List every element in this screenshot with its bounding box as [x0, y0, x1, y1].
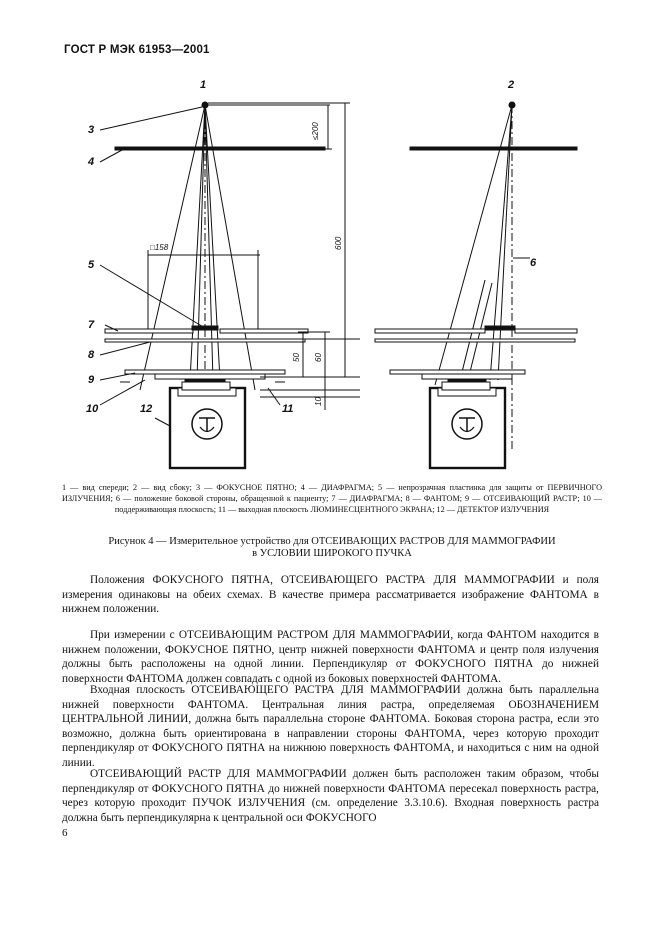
label-11: 11 [282, 403, 294, 415]
caption-line-2: в УСЛОВИИ ШИРОКОГО ПУЧКА [252, 548, 412, 559]
paragraph-2 [62, 628, 599, 686]
dim-200: ≤200 [311, 122, 320, 140]
paragraph-3 [62, 683, 599, 770]
label-7: 7 [88, 319, 95, 331]
page-number: 6 [62, 827, 68, 839]
label-12: 12 [140, 403, 153, 415]
dim-600: 600 [334, 236, 343, 250]
document-header: ГОСТ Р МЭК 61953—2001 [64, 44, 210, 56]
label-1: 1 [200, 79, 207, 91]
paragraph-4 [62, 767, 599, 825]
label-4: 4 [88, 156, 95, 168]
label-5: 5 [88, 259, 95, 271]
dim-60: 60 [314, 353, 323, 362]
label-10: 10 [86, 403, 99, 415]
dim-50: 50 [292, 353, 301, 362]
side-view [375, 102, 577, 468]
caption-line-1: Рисунок 4 — Измерительное устройство для ОТСЕИВАЮЩИХ РАСТРОВ ДЛЯ МАММОГРАФИИ [108, 536, 556, 547]
figure-caption [62, 536, 602, 560]
paragraph-text: Положения ФОКУСНОГО ПЯТНА, ОТСЕИВАЮЩЕГО РАСТРА ДЛЯ МАММОГРАФИИ и поля измерения одинаковы на обеих схемах. В качестве примера рассматривается изображение ФАНТОМА в нижнем положении. [62, 574, 599, 615]
figure-legend: 1 — вид спереди; 2 — вид сбоку; 3 — ФОКУСНОЕ ПЯТНО; 4 — ДИАФРАГМА; 5 — непрозрачная пластинка для защиты от ПЕРВИЧНОГО ИЗЛУЧЕНИЯ; 6 — положение боковой стороны, обращенной к пациенту; 7 — ДИАФРАГМА; 8 — ФАНТОМ; 9 — ОТСЕИВАЮЩИЙ РАСТР; 10 — поддерживающая плоскость; 11 — выходная плоскость ЛЮМИНЕСЦЕНТНОГО ЭКРАНА; 12 — ДЕТЕКТОР ИЗЛУЧЕНИЯ [62, 483, 602, 514]
measurement-setup-figure [60, 70, 620, 470]
dim-10: 10 [314, 397, 323, 406]
paragraph-text: ОТСЕИВАЮЩИЙ РАСТР ДЛЯ МАММОГРАФИИ должен быть расположен таким образом, чтобы перпендикуляр от ФОКУСНОГО ПЯТНА до нижней поверхности ФАНТОМА пересекал поверхность растра, через которую проходит ПУЧОК ИЗЛУЧЕНИЯ (см. определение 3.3.10.6). Входная поверхность растра должна быть перпендикулярна к центральной оси ФОКУСНОГО [62, 768, 599, 824]
dim-158: □158 [150, 243, 169, 252]
paragraph-text: При измерении с ОТСЕИВАЮЩИМ РАСТРОМ ДЛЯ МАММОГРАФИИ, когда ФАНТОМ находится в нижнем положении, ФОКУСНОЕ ПЯТНО, центр нижней поверхности ФАНТОМА и центр поля излучения должны быть расположены на одной линии. Перпендикуляр от ФОКУСНОГО ПЯТНА до нижней поверхности ФАНТОМА должен совпадать с одной из боковых поверхностей ФАНТОМА. [62, 629, 599, 685]
front-view [100, 102, 360, 468]
diaphragm-4-front [115, 147, 325, 150]
label-8: 8 [88, 349, 95, 361]
label-3: 3 [88, 124, 95, 136]
label-9: 9 [88, 374, 95, 386]
paragraph-text: Входная плоскость ОТСЕИВАЮЩЕГО РАСТРА ДЛЯ МАММОГРАФИИ должна быть параллельна нижней поверхности ФАНТОМА. Центральная линия растра, определяемая ОБОЗНАЧЕНИЕМ ЦЕНТРАЛЬНОЙ ЛИНИИ, должна быть параллельна стороне ФАНТОМА. Боковая сторона растра, если это возможно, должна быть ориентирована в направлении стороны ФАНТОМА, через которую проходит перпендикуляр от ФОКУСНОГО ПЯТНА на нижнюю поверхность ФАНТОМА, и находиться с ним на одной линии. [62, 684, 599, 769]
label-6: 6 [530, 257, 537, 269]
paragraph-1 [62, 573, 599, 617]
label-2: 2 [508, 79, 515, 91]
